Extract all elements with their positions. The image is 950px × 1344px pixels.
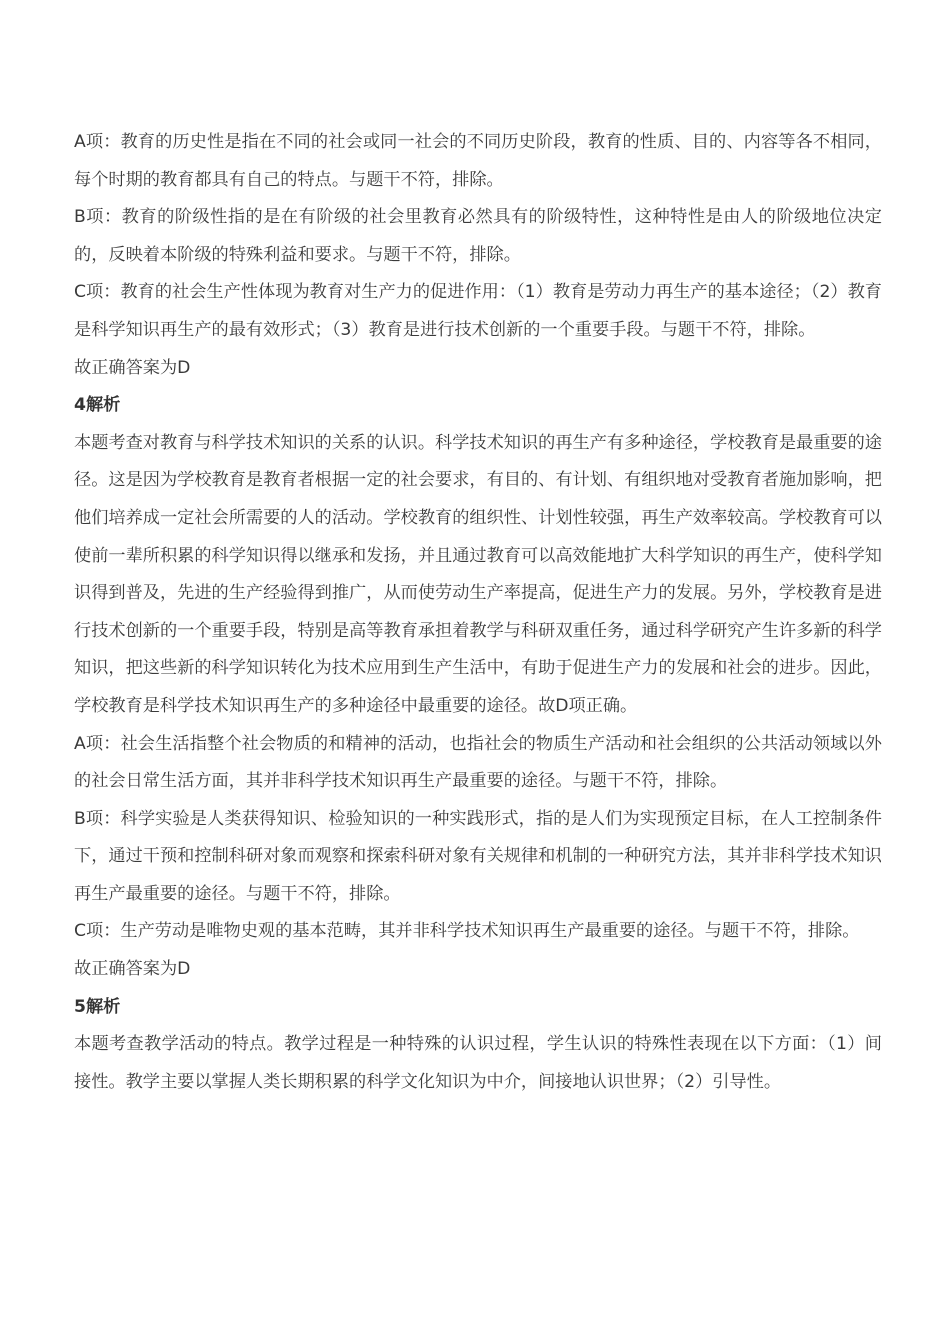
section-heading-q4: 4解析	[74, 395, 121, 416]
document-body	[74, 124, 882, 1101]
option-a-analysis-q4: A项：社会生活指整个社会物质的和精神的活动，也指社会的物质生产活动和社会组织的公共活动领域以外的社会日常生活方面，其并非科学技术知识再生产最重要的途径。与题干不符，排除。	[74, 733, 882, 792]
option-b-analysis-q4: B项：科学实验是人类获得知识、检验知识的一种实践形式，指的是人们为实现预定目标，在人工控制条件下，通过干预和控制科研对象而观察和探索科研对象有关规律和机制的一种研究方法，其并非科学技术知识再生产最重要的途径。与题干不符，排除。	[74, 808, 882, 904]
option-c-analysis-q4: C项：生产劳动是唯物史观的基本范畴，其并非科学技术知识再生产最重要的途径。与题干不符，排除。	[74, 921, 860, 942]
explanation-q5: 本题考查教学活动的特点。教学过程是一种特殊的认识过程，学生认识的特殊性表现在以下方面：（1）间接性。教学主要以掌握人类长期积累的科学文化知识为中介，间接地认识世界；（2）引导性。	[74, 1034, 882, 1092]
option-a-analysis-q3: A项：教育的历史性是指在不同的社会或同一社会的不同历史阶段，教育的性质、目的、内容等各不相同，每个时期的教育都具有自己的特点。与题干不符，排除。	[74, 132, 882, 190]
answer-line-q4: 故正确答案为D	[74, 959, 191, 980]
answer-line-q3: 故正确答案为D	[74, 357, 191, 378]
option-b-analysis-q3: B项：教育的阶级性指的是在有阶级的社会里教育必然具有的阶级特性，这种特性是由人的阶级地位决定的，反映着本阶级的特殊利益和要求。与题干不符，排除。	[74, 207, 882, 265]
explanation-q4: 本题考查对教育与科学技术知识的关系的认识。科学技术知识的再生产有多种途径，学校教育是最重要的途径。这是因为学校教育是教育者根据一定的社会要求，有目的、有计划、有组织地对受教育者施加影响，把他们培养成一定社会所需要的人的活动。学校教育的组织性、计划性较强，再生产效率较高。学校教育可以使前一辈所积累的科学知识得以继承和发扬，并且通过教育可以高效能地扩大科学知识的再生产，使科学知识得到普及，先进的生产经验得到推广，从而使劳动生产率提高，促进生产力的发展。另外，学校教育是进行技术创新的一个重要手段，特别是高等教育承担着教学与科研双重任务，通过科学研究产生许多新的科学知识，把这些新的科学知识转化为技术应用到生产生活中，有助于促进生产力的发展和社会的进步。因此，学校教育是科学技术知识再生产的多种途径中最重要的途径。故D项正确。	[74, 432, 882, 716]
section-heading-q5: 5解析	[74, 996, 121, 1017]
option-c-analysis-q3: C项：教育的社会生产性体现为教育对生产力的促进作用：（1）教育是劳动力再生产的基本途径；（2）教育是科学知识再生产的最有效形式；（3）教育是进行技术创新的一个重要手段。与题干不符，排除。	[74, 282, 882, 340]
